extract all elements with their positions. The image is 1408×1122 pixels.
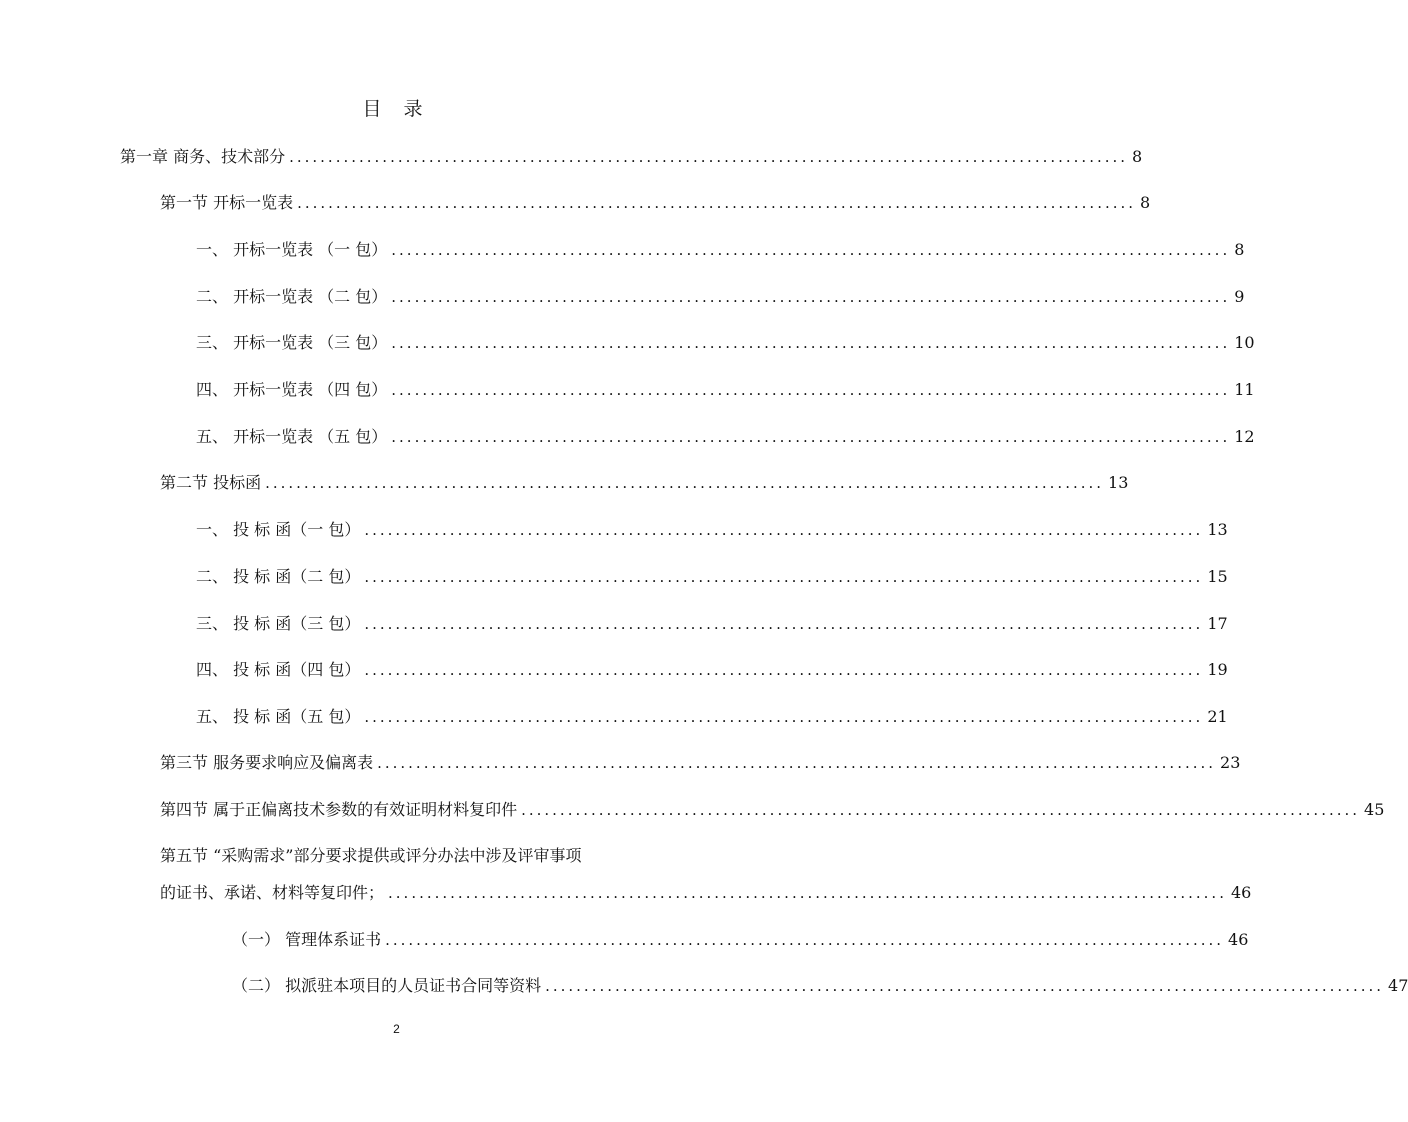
toc-entry-label: 三、 开标一览表 （三 包） [196,333,388,352]
toc-entry-item[interactable] [196,518,1228,542]
toc-entry-label: 二、 开标一览表 （二 包） [196,287,388,306]
toc-entry-page: 17 [1207,614,1228,633]
toc-entry-section-5-continued[interactable] [160,881,1252,905]
toc-entry-page: 45 [1364,800,1385,819]
toc-entry-page: 8 [1132,147,1143,166]
toc-leader-dots: ............................................................................................................ [364,521,1204,539]
toc-entry-page: 13 [1108,473,1129,492]
toc-entry-section-5[interactable] [160,844,673,868]
toc-entry-page: 9 [1234,287,1245,306]
toc-leader-dots: ............................................................................................................ [265,474,1105,492]
toc-entry-section-4[interactable] [160,798,1385,822]
toc-entry-item[interactable] [196,238,1245,262]
toc-leader-dots: ............................................................................................................ [364,568,1204,586]
toc-leader-dots: ............................................................................................................ [289,148,1129,166]
toc-entry-label: 的证书、承诺、材料等复印件； [160,883,385,902]
toc-entry-item[interactable] [196,331,1255,355]
toc-entry-page: 11 [1234,380,1255,399]
toc-entry-label: 第三节 服务要求响应及偏离表 [160,753,374,772]
toc-entry-label: 一、 开标一览表 （一 包） [196,240,388,259]
toc-entry-page: 23 [1220,753,1241,772]
toc-entry-item[interactable] [196,378,1255,402]
toc-leader-dots: ............................................................................................................ [391,241,1231,259]
toc-leader-dots: ............................................................................................................ [545,977,1385,995]
toc-entry-label: 第四节 属于正偏离技术参数的有效证明材料复印件 [160,800,518,819]
toc-entry-label: （二） 拟派驻本项目的人员证书合同等资料 [232,976,542,995]
toc-entry-chapter-1[interactable] [120,145,1143,169]
toc-entry-item[interactable] [196,565,1228,589]
toc-entry-page: 8 [1234,240,1245,259]
toc-leader-dots: ............................................................................................................ [364,615,1204,633]
toc-entry-page: 47 [1388,976,1408,995]
toc-leader-dots: ............................................................................................................ [391,334,1231,352]
toc-entry-label: 第一节 开标一览表 [160,193,294,212]
toc-entry-subitem[interactable] [232,974,1408,998]
toc-entry-label: 一、 投 标 函（一 包） [196,520,361,539]
toc-entry-label: 第五节 “采购需求”部分要求提供或评分办法中涉及评审事项 [160,846,582,865]
toc-entry-item[interactable] [196,285,1245,309]
toc-entry-section-2[interactable] [160,471,1129,495]
toc-entry-label: 三、 投 标 函（三 包） [196,614,361,633]
toc-entry-section-3[interactable] [160,751,1241,775]
toc-title: 目 录 [362,98,431,120]
toc-leader-dots: ............................................................................................................ [391,288,1231,306]
toc-entry-label: 第一章 商务、技术部分 [120,147,286,166]
toc-leader-dots: ............................................................................................................ [391,381,1231,399]
toc-entry-label: 第二节 投标函 [160,473,262,492]
toc-leader-dots: ............................................................................................................ [388,884,1227,902]
toc-leader-dots: ............................................................................................................ [391,428,1231,446]
toc-leader-dots: ............................................................................................................ [377,754,1217,772]
toc-entry-label: 四、 开标一览表 （四 包） [196,380,388,399]
toc-entry-item[interactable] [196,705,1228,729]
toc-entry-item[interactable] [196,425,1255,449]
toc-entry-label: 四、 投 标 函（四 包） [196,660,361,679]
toc-leader-dots: ............................................................................................................ [297,194,1137,212]
toc-entry-subitem[interactable] [232,928,1249,952]
toc-entry-page: 13 [1207,520,1228,539]
toc-entry-page: 8 [1140,193,1151,212]
toc-entry-item[interactable] [196,612,1228,636]
toc-leader-dots: ............................................................................................................ [364,661,1204,679]
toc-entry-item[interactable] [196,658,1228,682]
page-number: 2 [393,1022,400,1036]
toc-entry-page: 12 [1234,427,1255,446]
toc-entry-page: 21 [1207,707,1228,726]
toc-leader-dots: ............................................................................................................ [364,708,1204,726]
toc-entry-page: 19 [1207,660,1228,679]
toc-entry-label: 五、 投 标 函（五 包） [196,707,361,726]
toc-leader-dots: ............................................................................................................ [521,801,1361,819]
toc-entry-page: 10 [1234,333,1255,352]
toc-entry-label: 五、 开标一览表 （五 包） [196,427,388,446]
toc-leader-dots: ............................................................................................................ [385,931,1225,949]
toc-entry-page: 15 [1207,567,1228,586]
toc-entry-label: （一） 管理体系证书 [232,930,382,949]
toc-entry-section-1[interactable] [160,191,1151,215]
toc-entry-page: 46 [1230,883,1252,902]
toc-entry-page: 46 [1228,930,1249,949]
toc-entry-label: 二、 投 标 函（二 包） [196,567,361,586]
